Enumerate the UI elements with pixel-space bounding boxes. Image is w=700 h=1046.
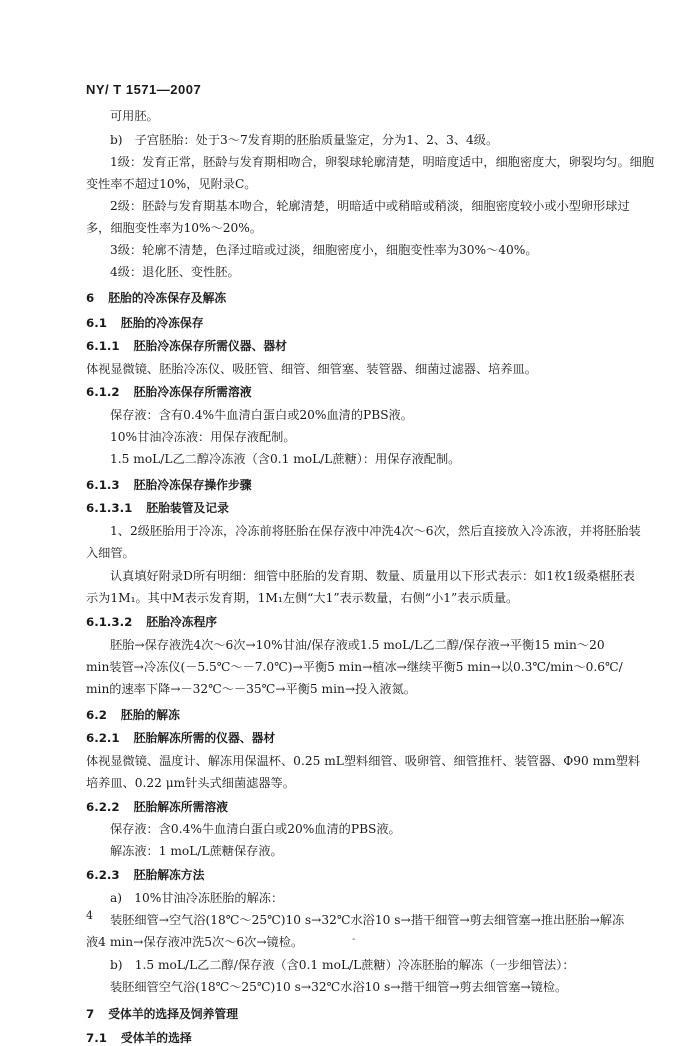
line-text: 示为1M₁。其中M表示发育期，1M₁左侧“大1”表示数量，右侧“小1”表示质量。	[86, 591, 519, 605]
paragraph-line	[110, 637, 605, 653]
section-heading	[86, 707, 180, 723]
section-number: 6.2	[86, 708, 107, 722]
page-number: 4	[86, 909, 93, 922]
section-title: 受体羊的选择及饲养管理	[108, 1007, 238, 1021]
line-text: 胚胎→保存液洗4次～6次→10%甘油/保存液或1.5 moL/L乙二醇/保存液→平衡15 min～20	[110, 638, 605, 652]
section-number: 6.2.2	[86, 800, 120, 814]
section-title: 胚胎的解冻	[120, 708, 180, 722]
line-text: 3级：轮廓不清楚，色泽过暗或过淡，细胞密度小，细胞变性率为30%～40%。	[110, 243, 538, 257]
section-title: 胚胎冷冻程序	[146, 615, 218, 629]
scan-mark: -	[352, 934, 356, 945]
line-text: 2级：胚龄与发育期基本吻合，轮廓清楚，明暗适中或稍暗或稍淡，细胞密度较小或小型卵形球过	[110, 199, 630, 213]
line-text: a) 10%甘油冷冻胚胎的解冻：	[110, 891, 284, 905]
section-heading	[86, 730, 275, 746]
section-heading	[86, 799, 228, 815]
paragraph-line	[110, 429, 296, 445]
line-text: 解冻液：1 moL/L蔗糖保存液。	[110, 844, 283, 858]
paragraph-line	[110, 890, 283, 906]
section-title: 胚胎解冻方法	[133, 868, 205, 882]
section-number: 7	[86, 1007, 95, 1021]
section-heading	[86, 867, 204, 883]
section-heading	[86, 477, 252, 493]
paragraph-line	[110, 843, 283, 859]
section-heading	[86, 500, 229, 516]
line-text: min的速率下降→－32℃～－35℃→平衡5 min→投入液氮。	[86, 682, 416, 696]
paragraph-line	[110, 132, 498, 148]
line-text: 入细管。	[86, 546, 135, 560]
paragraph-line	[110, 912, 624, 928]
paragraph-line	[86, 590, 518, 606]
section-heading	[86, 290, 226, 306]
paragraph-line	[86, 681, 416, 697]
line-text: 液4 min→保存液冲洗5次～6次→镜检。	[86, 935, 304, 949]
section-heading	[86, 338, 287, 354]
section-title: 受体羊的选择	[120, 1031, 192, 1045]
paragraph-line	[110, 979, 567, 995]
section-number: 6.1.2	[86, 385, 120, 399]
section-heading	[86, 315, 204, 331]
paragraph-line	[110, 523, 641, 539]
section-number: 7.1	[86, 1031, 107, 1045]
section-number: 6.1.3.2	[86, 615, 133, 629]
line-text: 体视显微镜、胚胎冷冻仪、吸胚管、细管、细管塞、装管器、细菌过滤器、培养皿。	[86, 362, 537, 376]
line-text: 可用胚。	[110, 109, 159, 123]
line-text: 1级：发育正常，胚龄与发育期相吻合，卵裂球轮廓清楚，明暗度适中，细胞密度大，卵裂均匀。细胞	[110, 155, 655, 169]
paragraph-line	[86, 775, 295, 791]
line-text: 变性率不超过10%，见附录C。	[86, 177, 257, 191]
paragraph-line	[86, 220, 262, 236]
line-text: 培养皿、0.22 μm针头式细菌滤器等。	[86, 776, 295, 790]
section-heading	[86, 1006, 238, 1022]
line-text: 装胚细管空气浴(18℃～25℃)10 s→32℃水浴10 s→揩干细管→剪去细管塞→镜检。	[110, 980, 568, 994]
paragraph-line	[86, 934, 303, 950]
section-title: 胚胎冷冻保存所需溶液	[133, 385, 252, 399]
section-number: 6	[86, 291, 95, 305]
section-title: 胚胎解冻所需的仪器、器材	[133, 731, 276, 745]
paragraph-line	[86, 753, 640, 769]
line-text: 保存液：含有0.4%牛血清白蛋白或20%血清的PBS液。	[110, 408, 413, 422]
section-title: 胚胎的冷冻保存及解冻	[108, 291, 227, 305]
paragraph-line	[110, 198, 630, 214]
paragraph-line	[110, 264, 240, 280]
section-heading	[86, 614, 217, 630]
line-text: 1、2级胚胎用于冷冻，冷冻前将胚胎在保存液中冲洗4次～6次，然后直接放入冷冻液，并将胚胎装	[110, 524, 641, 538]
paragraph-line	[86, 361, 537, 377]
section-number: 6.1	[86, 316, 107, 330]
paragraph-line	[86, 659, 623, 675]
section-heading	[86, 1030, 192, 1046]
section-title: 胚胎解冻所需溶液	[133, 800, 228, 814]
section-title: 胚胎冷冻保存所需仪器、器材	[133, 339, 287, 353]
section-number: 6.1.1	[86, 339, 120, 353]
section-number: 6.2.3	[86, 868, 120, 882]
line-text: 体视显微镜、温度计、解冻用保温杯、0.25 mL塑料细管、吸卵管、细管推杆、装管器、Φ90 mm塑料	[86, 754, 641, 768]
section-number: 6.1.3.1	[86, 501, 133, 515]
line-text: 保存液：含0.4%牛血清白蛋白或20%血清的PBS液。	[110, 822, 401, 836]
paragraph-line	[110, 407, 413, 423]
line-text: 4级：退化胚、变性胚。	[110, 265, 240, 279]
section-number: 6.2.1	[86, 731, 120, 745]
paragraph-line	[110, 821, 401, 837]
section-title: 胚胎冷冻保存操作步骤	[133, 478, 252, 492]
line-text: min装管→冷冻仪(－5.5℃～－7.0℃)→平衡5 min→植冰→继续平衡5 min→以0.3℃/min～0.6℃/	[86, 660, 623, 674]
line-text: 1.5 moL/L乙二醇冷冻液（含0.1 moL/L蔗糖）：用保存液配制。	[110, 452, 461, 466]
line-text: b) 子宫胚胎：处于3～7发育期的胚胎质量鉴定，分为1、2、3、4级。	[110, 133, 499, 147]
line-text: 多，细胞变性率为10%～20%。	[86, 221, 263, 235]
section-heading	[86, 384, 252, 400]
section-number: 6.1.3	[86, 478, 120, 492]
section-title: 胚胎装管及记录	[146, 501, 229, 515]
paragraph-line	[110, 242, 538, 258]
paragraph-line	[110, 957, 575, 973]
paragraph-line	[110, 568, 635, 584]
line-text: 10%甘油冷冻液：用保存液配制。	[110, 430, 296, 444]
paragraph-line	[86, 545, 135, 561]
section-title: 胚胎的冷冻保存	[120, 316, 204, 330]
line-text: 装胚细管→空气浴(18℃～25℃)10 s→32℃水浴10 s→揩干细管→剪去细管塞→推出胚胎→解冻	[110, 913, 625, 927]
paragraph-line	[110, 451, 460, 467]
paragraph-line	[110, 108, 159, 124]
paragraph-line	[110, 154, 654, 170]
line-text: 认真填好附录D所有明细：细管中胚胎的发育期、数量、质量用以下形式表示：如1枚1级桑椹胚表	[110, 569, 635, 583]
paragraph-line	[86, 176, 256, 192]
line-text: b) 1.5 moL/L乙二醇/保存液（含0.1 moL/L蔗糖）冷冻胚胎的解冻（一步细管法）：	[110, 958, 575, 972]
standard-header: NY/ T 1571—2007	[86, 82, 202, 97]
